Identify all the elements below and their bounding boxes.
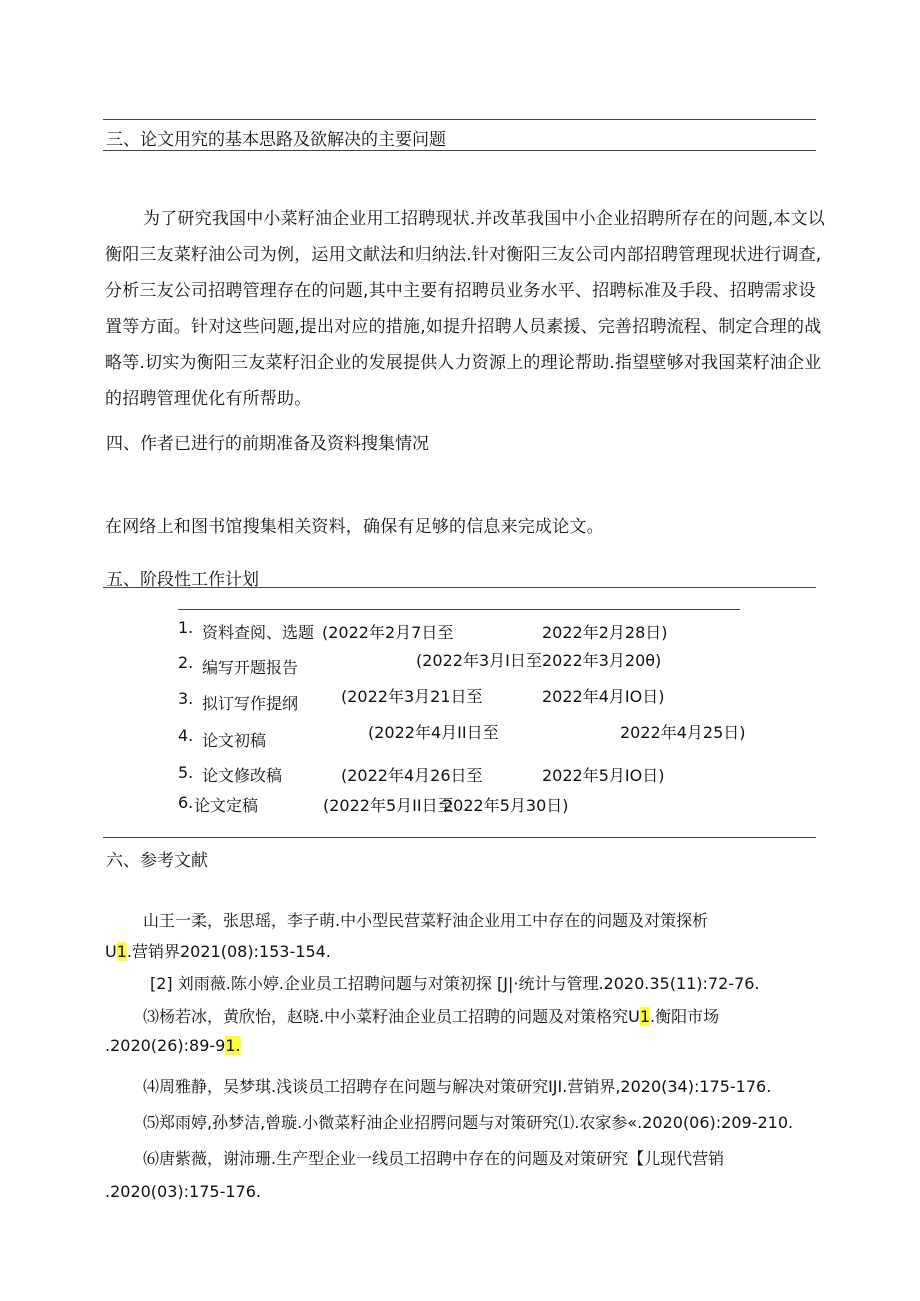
plan-item-task: 资料查阅、选题 <box>202 623 315 642</box>
plan-item-end: 2022年5月IO日) <box>542 766 665 785</box>
plan-item-1 <box>178 618 193 637</box>
plan-item-end: 2022年4月25日) <box>620 723 746 742</box>
plan-item-number: 1. <box>178 618 194 637</box>
section3-para-line: 为了研究我国中小菜籽油企业用工招聘现状.并改革我国中小企业招聘所存在的问题,本文以 <box>143 209 826 229</box>
reference-text: .衡阳市场 <box>650 1007 720 1026</box>
plan-item-number: 2. <box>178 653 194 672</box>
reference-text: .2020(26):89-9 <box>105 1036 226 1055</box>
highlighted-text: 1. <box>225 1036 241 1055</box>
plan-item-task: 拟订写作提纲 <box>202 694 299 713</box>
reference-6-line-1: ⑹唐紫薇，谢沛珊.生产型企业一线员工招聘中存在的问题及对策研究【儿现代营销 <box>143 1149 725 1168</box>
plan-item-end: 2022年5月30日) <box>443 796 569 815</box>
plan-item-start: (2022年3月I日至 <box>416 651 542 670</box>
section6-heading: 六、参考文献 <box>106 851 208 871</box>
plan-item-number: 4. <box>178 726 194 745</box>
plan-item-start: (2022年3月21日至 <box>341 687 483 706</box>
section3-top-rule <box>103 119 816 120</box>
plan-item-task: 论文初稿 <box>202 731 267 750</box>
plan-item-task: 论文定稿 <box>194 796 259 815</box>
plan-item-end: 2022年4月IO日) <box>542 687 665 706</box>
plan-item-end: 2022年2月28日) <box>542 623 668 642</box>
section3-para-line: 略等.切实为衡阳三友菜籽汨企业的发展提供人力资源上的理论帮助.指望壁够对我国菜籽油企业 <box>105 353 822 373</box>
reference-text: ⑶杨若冰，黄欣怡，赵晓.中小菜籽油企业员工招聘的问题及对策格究U <box>143 1007 640 1026</box>
plan-item-start: (2022年4月26日至 <box>341 766 483 785</box>
plan-item-task: 编写开题报告 <box>202 658 299 677</box>
plan-item-start: (2022年2月7日至 <box>322 623 454 642</box>
section3-para-line: 分析三友公司招聘管理存在的问题,其中主要有招聘员业务水平、招聘标准及手段、招聘需求设 <box>105 281 816 301</box>
highlighted-text: 1 <box>639 1007 650 1026</box>
plan-item-end: 2022年3月20θ) <box>542 651 662 670</box>
plan-item-number: 6. <box>178 793 194 812</box>
reference-text: U <box>105 942 117 961</box>
reference-2: [2] 刘雨薇.陈小婷.企业员工招聘问题与对策初探 [J|·统计与管理.2020.35(11):72-76. <box>150 974 760 993</box>
plan-table-top-rule <box>178 609 740 610</box>
plan-item-start: (2022年5月II日至 <box>323 796 454 815</box>
section3-para-line: 置等方面。针对这些问题,提出对应的措施,如提升招聘人员素援、完善招聘流程、制定合理的战 <box>105 317 822 337</box>
reference-1-line-2 <box>105 939 331 962</box>
reference-4: ⑷周雅静，吴梦琪.浅谈员工招聘存在问题与解决对策研究IJI.营销界,2020(34):175-176. <box>143 1077 772 1096</box>
section3-heading: 三、论文用究的基本思路及欲解决的主要问题 <box>106 130 446 150</box>
section4-heading: 四、作者已进行的前期准备及资料搜集情况 <box>106 434 429 454</box>
reference-3-line-1 <box>143 1004 719 1027</box>
highlighted-text: 1 <box>116 942 127 961</box>
reference-5: ⑸郑雨婷,孙梦洁,曾璇.小微菜籽油企业招腭问题与对策研究⑴.农家参«.2020(06):209-210. <box>143 1113 794 1132</box>
reference-1-line-1: 山王一柔，张思瑶，李子萌.中小型民营菜籽油企业用工中存在的问题及对策探析 <box>143 911 709 930</box>
reference-text: .营销界2021(08):153-154. <box>126 942 331 961</box>
plan-item-number: 3. <box>178 689 194 708</box>
reference-3-line-2 <box>105 1036 241 1055</box>
section3-para-line: 衡阳三友菜籽油公司为例，运用文献法和归纳法.针对衡阳三友公司内部招聘管理现状进行调查, <box>105 245 822 265</box>
section4-text: 在网络上和图书馆搜集相关资料，确保有足够的信息来完成论文。 <box>105 517 604 537</box>
section6-top-rule <box>103 837 816 838</box>
plan-item-task: 论文修改稿 <box>202 766 283 785</box>
section3-bottom-rule <box>103 150 816 151</box>
plan-item-number: 5. <box>178 763 194 782</box>
section5-heading: 五、阶段性工作计划 <box>106 570 259 590</box>
section5-rule <box>103 587 816 588</box>
section3-para-line: 的招聘管理优化有所帮助。 <box>105 389 312 409</box>
reference-6-line-2: .2020(03):175-176. <box>105 1182 261 1201</box>
plan-item-start: (2022年4月II日至 <box>368 723 499 742</box>
